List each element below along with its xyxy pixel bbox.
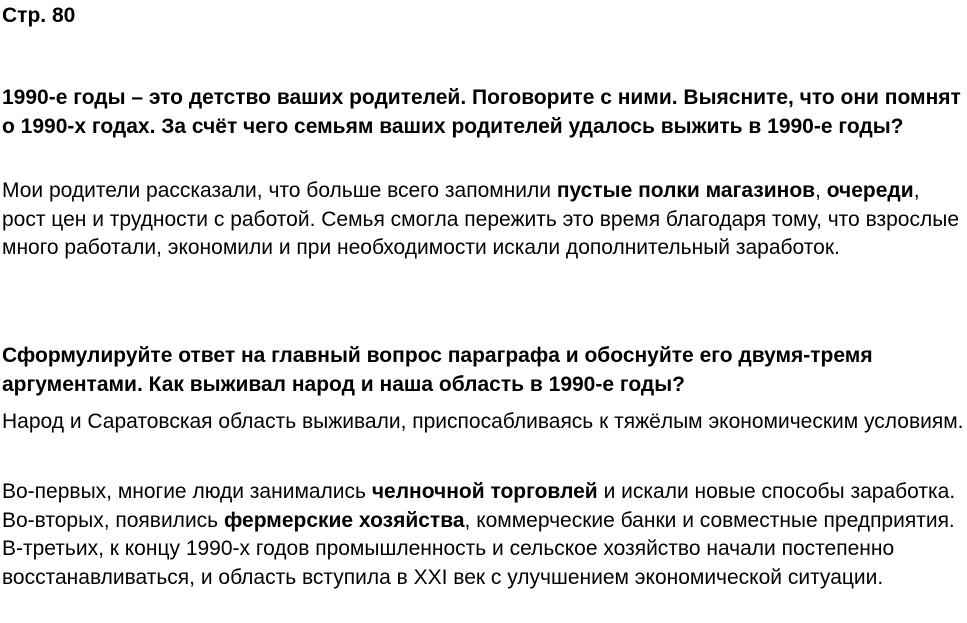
page-label: Стр. 80 bbox=[2, 4, 76, 27]
answer-1-bold-2: очереди bbox=[826, 179, 914, 202]
answer-1 bbox=[2, 177, 964, 263]
answer-1-text-1: Мои родители рассказали, что больше всего запомнили bbox=[2, 179, 557, 202]
answer-2-arguments bbox=[2, 478, 964, 592]
answer-2-bold-2: фермерские хозяйства bbox=[223, 508, 465, 532]
answer-1-bold-1: пустые полки магазинов bbox=[556, 179, 816, 202]
answer-1-text-2: , bbox=[815, 179, 827, 202]
answer-2-bold-1: челночной торговлей bbox=[371, 480, 598, 503]
answer-2-text-3: , коммерческие банки и совместные предприятия. В-третьих, к концу 1990-х годов промышленность и сельское хозяйство начали постепенно восстанавливаться, и область вступила в XXI век с улучшением экономической ситуации. bbox=[2, 508, 955, 589]
question-2: Сформулируйте ответ на главный вопрос параграфа и обоснуйте его двумя-тремя аргументами. Как выживал народ и наша область в 1990-е годы? bbox=[2, 344, 873, 396]
answer-1-text-3: , рост цен и трудности с работой. Семья смогла пережить это время благодаря тому, что взрослые много работали, экономили и при необходимости искали дополнительный заработок. bbox=[2, 179, 960, 259]
answer-2-text-1: Во-первых, многие люди занимались bbox=[2, 480, 372, 503]
question-1: 1990-е годы – это детство ваших родителей. Поговорите с ними. Выясните, что они помнят о 1990-х годах. За счёт чего семьям ваших родителей удалось выжить в 1990-е годы? bbox=[2, 86, 961, 138]
answer-2-text-2: и искали новые способы заработка. Во-вторых, появились bbox=[2, 480, 956, 532]
answer-2-intro: Народ и Саратовская область выживали, приспосабливаясь к тяжёлым экономическим условиям. bbox=[2, 410, 964, 433]
